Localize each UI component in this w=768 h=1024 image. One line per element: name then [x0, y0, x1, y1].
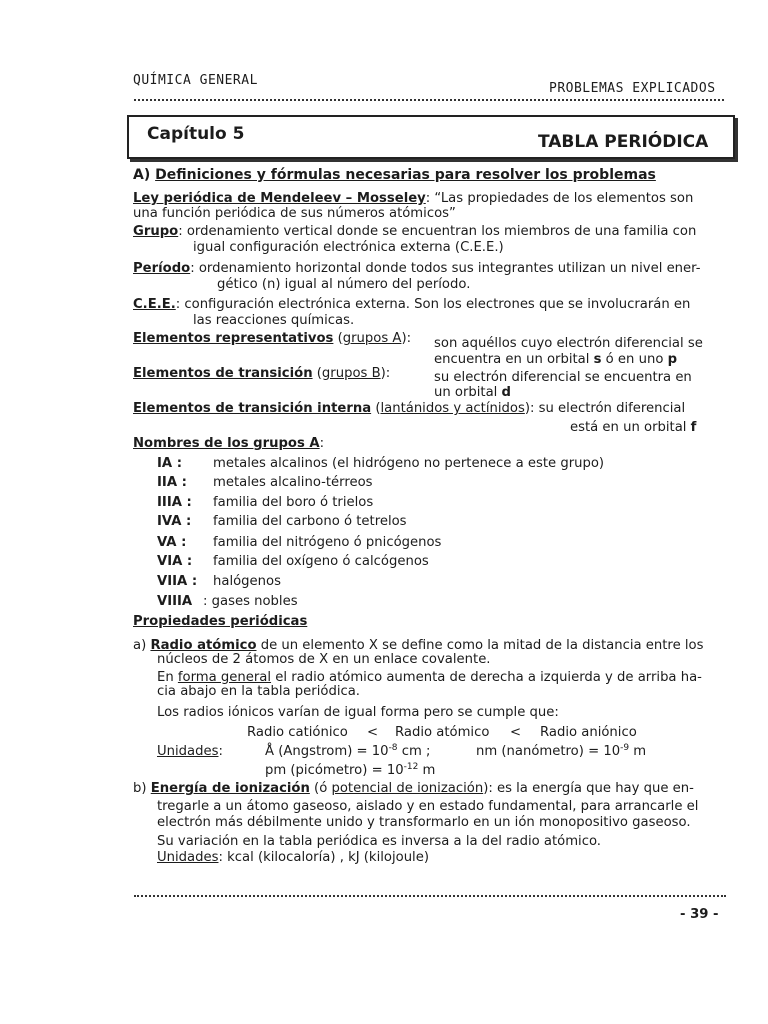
repr-text: encuentra en un orbital: [434, 352, 594, 367]
inner-text: su electrón diferencial: [534, 401, 686, 416]
ioniz-line-3: electrón más débilmente unido y transformarlo en un ión monopositivo gaseoso.: [157, 815, 691, 830]
section-letter: A): [133, 167, 151, 183]
u3-tail: m: [418, 763, 436, 778]
inner-term: Elementos de transición interna: [133, 401, 372, 416]
group-name: metales alcalino-térreos: [213, 475, 373, 490]
repr-line-1: son aquéllos cuyo electrón diferencial se: [434, 336, 703, 351]
radio-forma-general: forma general: [177, 670, 272, 685]
ineq-c: Radio aniónico: [540, 725, 637, 740]
u1-tail: cm ;: [397, 744, 431, 759]
group-name: halógenos: [213, 574, 281, 589]
repr-label: [133, 331, 411, 346]
cee-term: C.E.E.: [133, 297, 176, 312]
radio-line-2: núcleos de 2 átomos de X en un enlace covalente.: [157, 652, 491, 667]
ioniz-line-2: tregarle a un átomo gaseoso, aislado y en estado fundamental, para arrancarle el: [157, 799, 699, 814]
radio-letter: a): [133, 638, 147, 653]
repr-term: Elementos representativos: [133, 331, 334, 346]
unit-nm: [476, 744, 646, 759]
inner-paren-close: ):: [524, 401, 535, 416]
orbital-p: p: [667, 352, 678, 367]
ioniz-letter: b): [133, 781, 147, 796]
group-name: familia del boro ó trielos: [213, 495, 374, 510]
radio-l3a: En: [157, 670, 178, 685]
inner-group: lantánidos y actínidos: [380, 401, 525, 416]
unit-angstrom: [265, 744, 430, 759]
ley-term: Ley periódica de Mendeleev – Mosseley: [133, 191, 426, 206]
group-name: familia del nitrógeno ó pnicógenos: [213, 535, 442, 550]
groups-a-title: Nombres de los grupos A: [133, 436, 320, 451]
orbital-f: f: [690, 420, 697, 435]
radio-line-1: [133, 638, 703, 653]
group-name: metales alcalinos (el hidrógeno no pertenece a este grupo): [213, 456, 605, 471]
u2-exp: -9: [620, 743, 630, 753]
ioniz-line-1: [133, 781, 694, 796]
groups-a-heading: [133, 436, 324, 451]
footer-divider: [134, 895, 726, 897]
repr-paren-open: (: [333, 331, 343, 346]
ioniz-pb: ): es la energía que hay que en-: [483, 781, 694, 796]
grupo-line-1: [133, 224, 696, 239]
unit-pm: [265, 763, 435, 778]
group-code: VIIIA: [157, 594, 193, 609]
group-code: VIIA :: [157, 574, 198, 589]
ley-line-1: [133, 191, 693, 206]
grupo-line-2: igual configuración electrónica externa (C.E.E.): [193, 240, 504, 255]
repr-line-2: [434, 352, 677, 367]
header-left: QUÍMICA GENERAL: [133, 73, 258, 88]
ineq-lt-2: <: [510, 725, 522, 740]
trans-group: grupos B: [321, 366, 381, 381]
groups-a-colon: :: [319, 436, 325, 451]
ioniz-units-text: : kcal (kilocaloría) , kJ (kilojoule): [218, 850, 429, 865]
inner-paren-open: (: [371, 401, 381, 416]
u1-text: Å (Angstrom) = 10: [265, 744, 389, 759]
inner-text-2: está en un orbital: [570, 420, 691, 435]
section-a-heading: [133, 168, 656, 183]
trans-paren-open: (: [312, 366, 322, 381]
group-code: VA :: [157, 535, 187, 550]
group-code: IA :: [157, 456, 182, 471]
trans-text: un orbital: [434, 385, 502, 400]
radio-line-3: [157, 670, 702, 685]
trans-line-1: su electrón diferencial se encuentra en: [434, 370, 692, 385]
group-code: IIA :: [157, 475, 187, 490]
trans-line-2: [434, 385, 511, 400]
u3-exp: -12: [403, 762, 419, 772]
repr-group: grupos A: [342, 331, 402, 346]
header-right: PROBLEMAS EXPLICADOS: [549, 81, 716, 96]
u1-exp: -8: [388, 743, 398, 753]
u2-tail: m: [629, 744, 647, 759]
page-number: - 39 -: [680, 907, 719, 922]
u2-text: nm (nanómetro) = 10: [476, 744, 621, 759]
grupo-text: : ordenamiento vertical donde se encuentran los miembros de una familia con: [178, 224, 697, 239]
radio-term: Radio atómico: [150, 638, 257, 653]
orbital-d: d: [501, 385, 511, 400]
radio-units-label: Unidades: [157, 744, 219, 759]
periodo-term: Período: [133, 261, 191, 276]
trans-label: [133, 366, 390, 381]
ineq-lt-1: <: [367, 725, 379, 740]
ioniz-line-4: Su variación en la tabla periódica es inversa a la del radio atómico.: [157, 834, 602, 849]
section-title: Definiciones y fórmulas necesarias para resolver los problemas: [155, 167, 656, 183]
ley-text: : “Las propiedades de los elementos son: [425, 191, 694, 206]
ioniz-units: [157, 850, 429, 865]
inner-line-2: [570, 420, 696, 435]
ioniz-alt: potencial de ionización: [331, 781, 484, 796]
group-name: familia del oxígeno ó calcógenos: [213, 554, 429, 569]
group-code: IIIA :: [157, 495, 192, 510]
ineq-b: Radio atómico: [395, 725, 490, 740]
cee-line-2: las reacciones químicas.: [193, 313, 355, 328]
ioniz-units-label: Unidades: [157, 850, 219, 865]
radio-line-4: cia abajo en la tabla periódica.: [157, 684, 361, 699]
group-code: VIA :: [157, 554, 193, 569]
repr-paren-close: ):: [401, 331, 412, 346]
radio-line-5: Los radios iónicos varían de igual forma pero se cumple que:: [157, 705, 559, 720]
radio-text: de un elemento X se define como la mitad de la distancia entre los: [256, 638, 704, 653]
cee-text: : configuración electrónica externa. Son los electrones que se involucrarán en: [175, 297, 691, 312]
header-divider: [134, 99, 724, 101]
repr-mid: ó en uno: [601, 352, 668, 367]
periodo-line-1: [133, 261, 701, 276]
props-heading: Propiedades periódicas: [133, 614, 308, 629]
ioniz-pa: (ó: [309, 781, 332, 796]
radio-l3b: el radio atómico aumenta de derecha a izquierda y de arriba ha-: [271, 670, 702, 685]
ioniz-term: Energía de ionización: [150, 781, 310, 796]
trans-paren-close: ):: [380, 366, 391, 381]
inner-label: [133, 401, 685, 416]
group-code: IVA :: [157, 514, 192, 529]
trans-term: Elementos de transición: [133, 366, 313, 381]
group-name: : gases nobles: [203, 594, 298, 609]
chapter-number: Capítulo 5: [147, 124, 245, 144]
chapter-title: TABLA PERIÓDICA: [538, 132, 709, 152]
periodo-line-2: gético (n) igual al número del período.: [217, 277, 471, 292]
ley-line-2: una función periódica de sus números atómicos”: [133, 206, 456, 221]
cee-line-1: [133, 297, 690, 312]
ineq-a: Radio catiónico: [247, 725, 348, 740]
orbital-s: s: [593, 352, 602, 367]
radio-units-row: Unidades:: [157, 744, 223, 759]
grupo-term: Grupo: [133, 224, 179, 239]
group-name: familia del carbono ó tetrelos: [213, 514, 407, 529]
u3-text: pm (picómetro) = 10: [265, 763, 404, 778]
periodo-text: : ordenamiento horizontal donde todos sus integrantes utilizan un nivel ener-: [190, 261, 701, 276]
